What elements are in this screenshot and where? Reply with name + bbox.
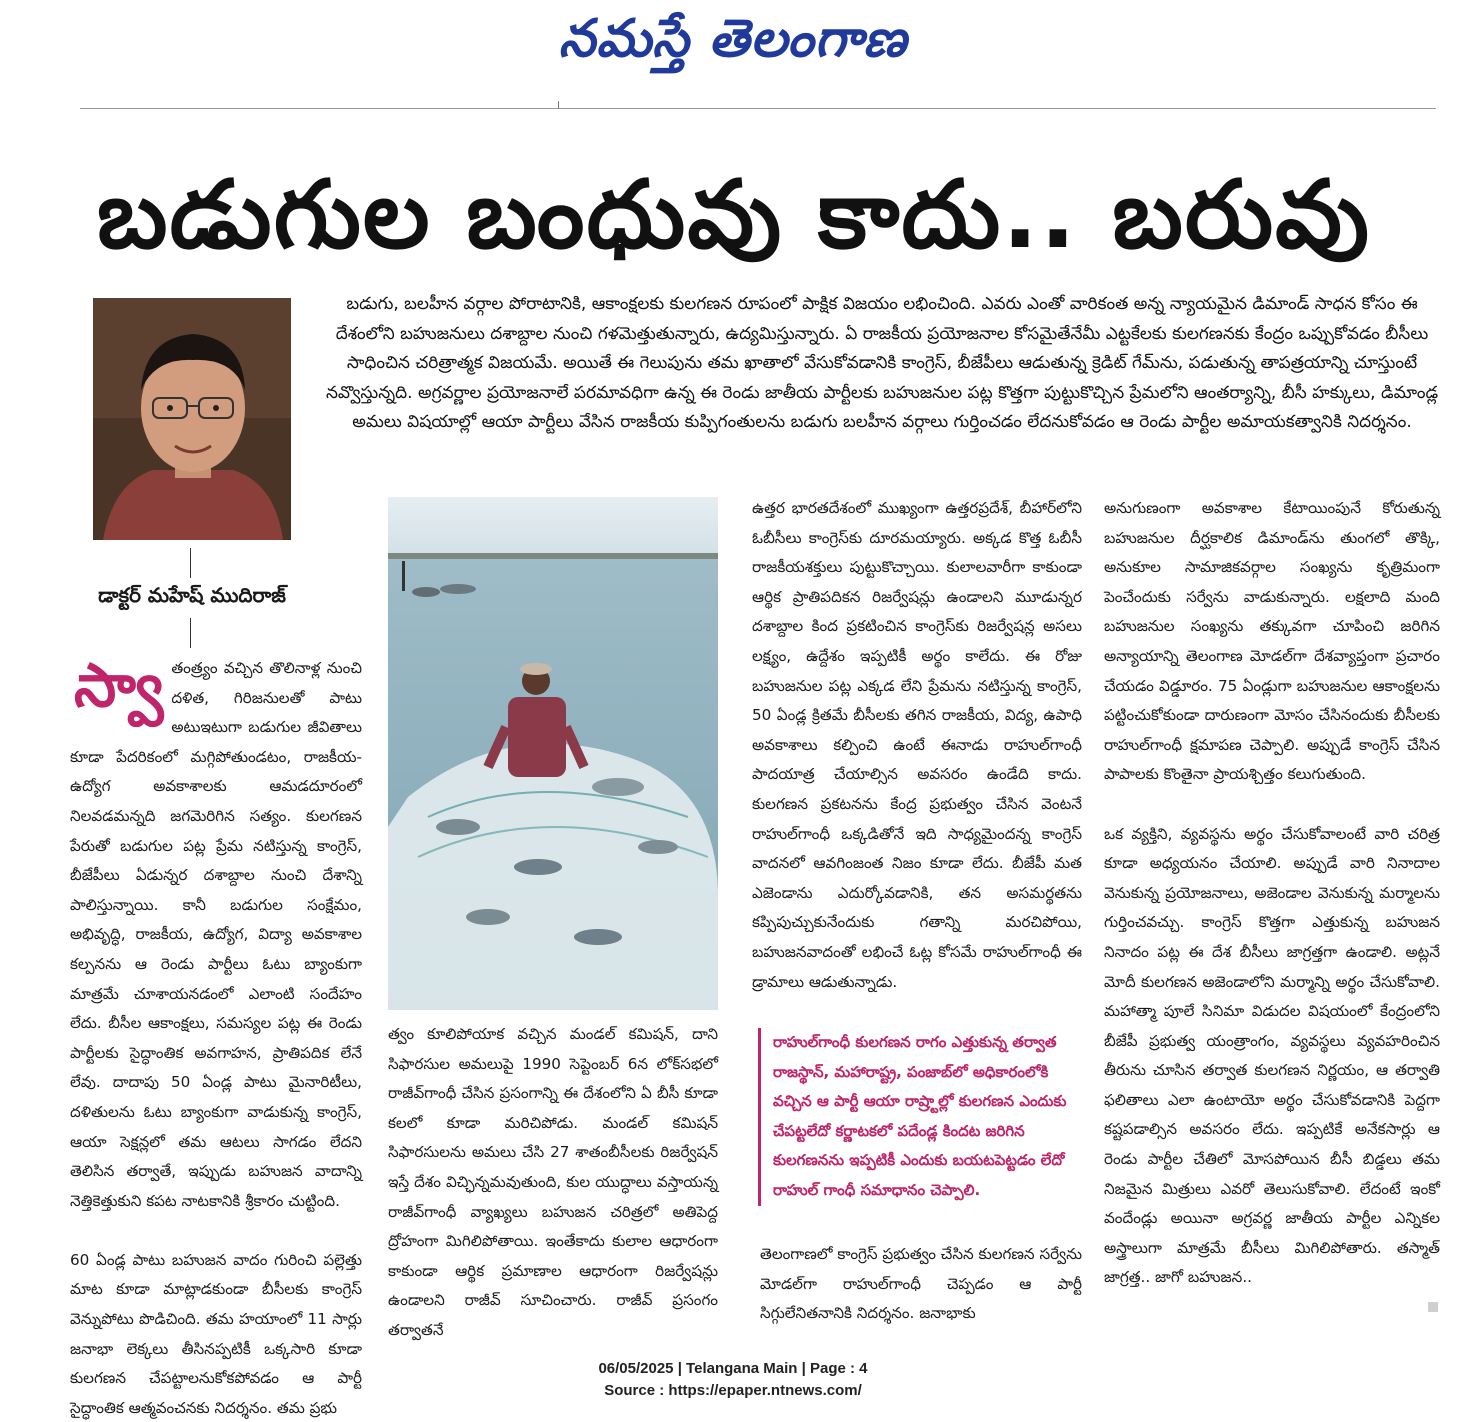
column-4-paragraph-2: ఒక వ్యక్తిని, వ్యవస్థను అర్థం చేసుకోవాలంటే వారి చరిత్ర కూడా అధ్యయనం చేయాలి. అప్పుడే వారి నినాదాల వెనుకున్న ప్రయోజనాలు, అజెండాల వెనుకున్న మర్మాలను గుర్తించవచ్చు. కాంగ్రెస్ కొత్తగా ఎత్తుకున్న బహుజన నినాదం పట్ల ఈ దేశ బీసీలు జాగ్రత్తగా ఉండాలి. అట్లనే మోదీ కులగణన అజెండాలోని మర్మాన్ని అర్థం చేసుకోవాలి. మహాత్మా పూలే సినిమా విడుదల విషయంలో కేంద్రంలోని బీజేపీ ప్రభుత్వ యంత్రాంగం, వ్యవస్థలు వ్యవహరించిన తీరును చూసిన తర్వాత కులగణన నిర్ణయం, ఆ తర్వాతి ఫలితాలు ఎలా ఉంటాయో అర్థం చేసుకోవడానికి పెద్దగా కష్టపడాల్సిన అవసరం లేదు. ఇప్పటికే అనేకసార్లు ఆ రెండు పార్టీల చేతిలో మోసపోయిన బీసీ బిడ్డలు తమ నిజమైన మిత్రులు ఎవరో తెలుసుకోవాలి. లేదంటే ఇంకో వందేండ్లు అయినా అగ్రవర్ణ జాతీయ పార్టీల ఎన్నికల అస్త్రాలుగా మాత్రమే బీసీలు మిగిలిపోతారు. తస్మాత్ జాగ్రత్త.. జాగో బహుజన.. xyxy=(1104,824,1440,1287)
footer-source-link[interactable]: Source : https://epaper.ntnews.com/ xyxy=(604,1382,862,1399)
column-1-paragraph-1: తంత్ర్యం వచ్చిన తొలినాళ్ల నుంచి దళిత, గిరిజనులతో పాటు అటుఇటుగా బడుగుల జీవితాలు కూడా పేదరికంలో మగ్గిపోతుండటం, రాజకీయ-ఉద్యోగ అవకాశాలకు ఆమడదూరంలో నిలవడమన్నది జగమెరిగిన సత్యం. కులగణన పేరుతో బడుగుల పట్ల ప్రేమ నటిస్తున్న కాంగ్రెస్, బీజేపీలు ఏడున్నర దశాబ్దాల నుంచి దేశాన్ని పాలిస్తున్నాయి. కానీ బడుగుల సంక్షేమం, అభివృద్ధి, రాజకీయ, ఉద్యోగ, విద్యా అవకాశాల కల్పనను ఆ రెండు పార్టీలు ఓటు బ్యాంకుగా మాత్రమే చూశాయనడంలో ఎలాంటి సందేహం లేదు. బీసీల ఆకాంక్షలు, సమస్యల పట్ల ఈ రెండు పార్టీలకు సైద్ధాంతిక అవగాహన, ప్రాతిపదిక లేనే లేవు. దాదాపు 50 ఏండ్ల పాటు మైనారిటీలు, దళితులను ఓటు బ్యాంకుగా వాడుకున్న కాంగ్రెస్, ఆయా సెక్షన్లలో తమ ఆటలు సాగడం లేదని తెలిసిన తర్వాతే, ఇప్పుడు బహుజన వాదాన్ని నెత్తికెత్తుకుని కపట నాటకానికి శ్రీకారం చుట్టింది. xyxy=(70,659,362,1210)
byline-rule xyxy=(190,548,191,578)
column-2-paragraph-1: త్వం కూలిపోయాక వచ్చిన మండల్ కమిషన్, దాని సిఫారసుల అమలుపై 1990 సెప్టెంబర్ 6న లోక్‌సభలో రాజీవ్‌గాంధీ చేసిన ప్రసంగాన్ని ఈ దేశంలోని ఏ బీసీ కూడా కలలో కూడా మరిచిపోడు. మండల్ కమిషన్ సిఫారసులను అమలు చేసి 27 శాతంబీసీలకు రిజర్వేషన్ ఇస్తే దేశం విచ్ఛిన్నమవుతుంది, కుల యుద్ధాలు వస్తాయన్న రాజీవ్‌గాంధీ వ్యాఖ్యలు బహుజన చరిత్రలో అతిపెద్ద ద్రోహంగా మిగిలిపోతాయి. ఇంతేకాదు కులాల ఆధారంగా కాకుండా ఆర్థిక ప్రమాణాల ఆధారంగా రిజర్వేషన్లు ఉండాలని రాజీవ్ సూచించారు. రాజీవ్ ప్రసంగం తర్వాతనే xyxy=(388,1025,718,1339)
pull-quote xyxy=(758,1028,1082,1206)
masthead xyxy=(0,4,1466,74)
article-column-3-continued xyxy=(760,1240,1082,1329)
drop-cap: స్వా xyxy=(74,651,164,721)
intro-text: బడుగు, బలహీన వర్గాల పోరాటానికి, ఆకాంక్షలకు కులగణన రూపంలో పాక్షిక విజయం లభించింది. ఎవరు ఎంతో వారికంత అన్న న్యాయమైన డిమాండ్ సాధన కోసం ఈ దేశంలోని బహుజనులు దశాబ్దాల నుంచి గళమెత్తుతున్నారు, ఉద్యమిస్తున్నారు. ఏ రాజకీయ ప్రయోజనాల కోసమైతేనేమీ ఎట్టకేలకు కులగణనకు కేంద్రం ఒప్పుకోవడం బీసీలు సాధించిన చరిత్రాత్మక విజయమే. అయితే ఈ గెలుపును తమ ఖాతాలో వేసుకోవడానికి కాంగ్రెస్, బీజేపీలు ఆడుతున్న క్రెడిట్ గేమ్‌ను, పడుతున్న తాపత్రయాన్ని చూస్తుంటే నవ్వొస్తున్నది. అగ్రవర్ణాల ప్రయోజనాలే పరమావధిగా ఉన్న ఈ రెండు జాతీయ పార్టీలకు బహుజనుల పట్ల కొత్తగా పుట్టుకొచ్చిన ప్రేమలోని ఆంతర్యాన్ని, బీసీ హక్కులు, డిమాండ్ల అమలు విషయాల్లో ఆయా పార్టీలు వేసిన రాజకీయ కుప్పిగంతులను బడుగు బలహీన వర్గాలు గుర్తించడం లేదనుకోవడం ఆ రెండు పార్టీల అమాయకత్వానికి నిదర్శనం. xyxy=(325,294,1439,432)
pull-quote-text: రాహుల్‌గాంధీ కులగణన రాగం ఎత్తుకున్న తర్వాత రాజస్థాన్, మహారాష్ట్ర, పంజాబ్‌లో అధికారంలోకి వచ్చిన ఆ పార్టీ ఆయా రాష్ర్టాల్లో కులగణన ఎందుకు చేపట్టలేదో కర్ణాటకలో పదేండ్ల కిందట జరిగిన కులగణనను ఇప్పటికీ ఎందుకు బయటపెట్టడం లేదో రాహుల్ గాంధీ సమాధానం చెప్పాలి. xyxy=(773,1033,1067,1199)
page-footer xyxy=(0,1358,1466,1402)
column-3-paragraph-2: తెలంగాణలో కాంగ్రెస్ ప్రభుత్వం చేసిన కులగణన సర్వేను మోడల్‌గా రాహుల్‌గాంధీ చెప్పడం ఆ పార్టీ సిగ్గులేనితనానికి నిదర్శనం. జనాభాకు xyxy=(760,1245,1082,1323)
column-1-paragraph-2: 60 ఏండ్ల పాటు బహుజన వాదం గురించి పల్లెత్తు మాట కూడా మాట్లాడకుండా బీసీలకు కాంగ్రెస్ వెన్నుపోటు పొడిచింది. తమ హయాంలో 11 సార్లు జనాభా లెక్కలు తీసినప్పటికీ ఒక్కసారి కూడా కులగణన చేపట్టాలనుకోకపోవడం ఆ పార్టీ సైద్ధాంతిక ఆత్మవంచనకు నిదర్శనం. తమ ప్రభు xyxy=(70,1250,362,1417)
column-3-paragraph-1: ఉత్తర భారతదేశంలో ముఖ్యంగా ఉత్తరప్రదేశ్, బీహార్‌లోని ఓబీసీలు కాంగ్రెస్‌కు దూరమయ్యారు. అక్కడ కొత్త ఓబీసీ రాజకీయశక్తులు పుట్టుకొచ్చాయి. కులాలవారీగా కాకుండా ఆర్థిక ప్రాతిపదికన రిజర్వేషన్లు ఉండాలని మూడున్నర దశాబ్దాల కింద ప్రకటించిన కాంగ్రెస్‌కు రిజర్వేషన్ల అసలు లక్ష్యం, ఉద్దేశం ఇప్పటికీ అర్థం కాలేదు. ఈ రోజు బహుజనుల పట్ల ఎక్కడ లేని ప్రేమను నటిస్తున్న కాంగ్రెస్, 50 ఏండ్ల క్రితమే బీసీలకు తగిన రాజకీయ, విద్య, ఉపాధి అవకాశాలు కల్పించి ఉంటే ఈనాడు రాహుల్‌గాంధీ పాదయాత్ర చేయాల్సిన అవసరం ఉండేది కాదు. కులగణన ప్రకటనను కేంద్ర ప్రభుత్వం చేసిన వెంటనే రాహుల్‌గాంధీ ఒక్కడితోనే ఇది సాధ్యమైందన్న కాంగ్రెస్ వాదనలో ఆవగింజంత నిజం కూడా లేదు. బీజేపీ మత ఎజెండాను ఎదుర్కోవడానికి, తన అసమర్థతను కప్పిపుచ్చుకునేందుకు గతాన్ని మరచిపోయి, బహుజనవాదంతో లభించే ఓట్ల కోసమే రాహుల్‌గాంధీ ఈ డ్రామాలు ఆడుతున్నాడు. xyxy=(752,499,1082,991)
article-headline: బడుగుల బంధువు కాదు.. బరువు xyxy=(97,161,1371,270)
author-byline: డాక్టర్ మహేష్ ముదిరాజ్ xyxy=(98,583,286,607)
article-column-2 xyxy=(388,1020,718,1346)
column-4-paragraph-1: అనుగుణంగా అవకాశాల కేటాయింపునే కోరుతున్న బహుజనుల దీర్ఘకాలిక డిమాండ్‌ను తుంగలో తొక్కి, అనుకూల సామాజికవర్గాల సంఖ్యను కృత్రిమంగా పెంచేందుకు సర్వేను వాడుకున్నారు. లక్షలాది మంది బహుజనుల సంఖ్యను తక్కువగా చూపించి జరిగిన అన్యాయాన్ని తెలంగాణ మోడల్‌గా దేశవ్యాప్తంగా ప్రచారం చేయడం విడ్డూరం. 75 ఏండ్లుగా బహుజనుల ఆకాంక్షలను పట్టించుకోకుండా దారుణంగా మోసం చేసినందుకు బీసీలకు రాహుల్‌గాంధీ క్షమాపణ చెప్పాలి. అప్పుడే కాంగ్రెస్ చేసిన పాపాలకు కొంతైనా ప్రాయశ్చిత్తం కలుగుతుంది. xyxy=(1104,499,1440,784)
article-photo xyxy=(388,497,718,1010)
article-column-1 xyxy=(70,651,362,1422)
byline-rule xyxy=(190,618,191,648)
article-intro xyxy=(318,290,1446,438)
article-column-4 xyxy=(1104,494,1440,1293)
masthead-divider-tick xyxy=(558,101,559,109)
author-photo xyxy=(93,298,291,540)
masthead-divider xyxy=(80,108,1436,109)
article-column-3 xyxy=(752,494,1082,997)
end-of-article-marker xyxy=(1428,1302,1438,1312)
newspaper-logo: నమస్తే తెలంగాణ xyxy=(558,8,908,69)
footer-date-page: 06/05/2025 | Telangana Main | Page : 4 xyxy=(598,1360,868,1377)
